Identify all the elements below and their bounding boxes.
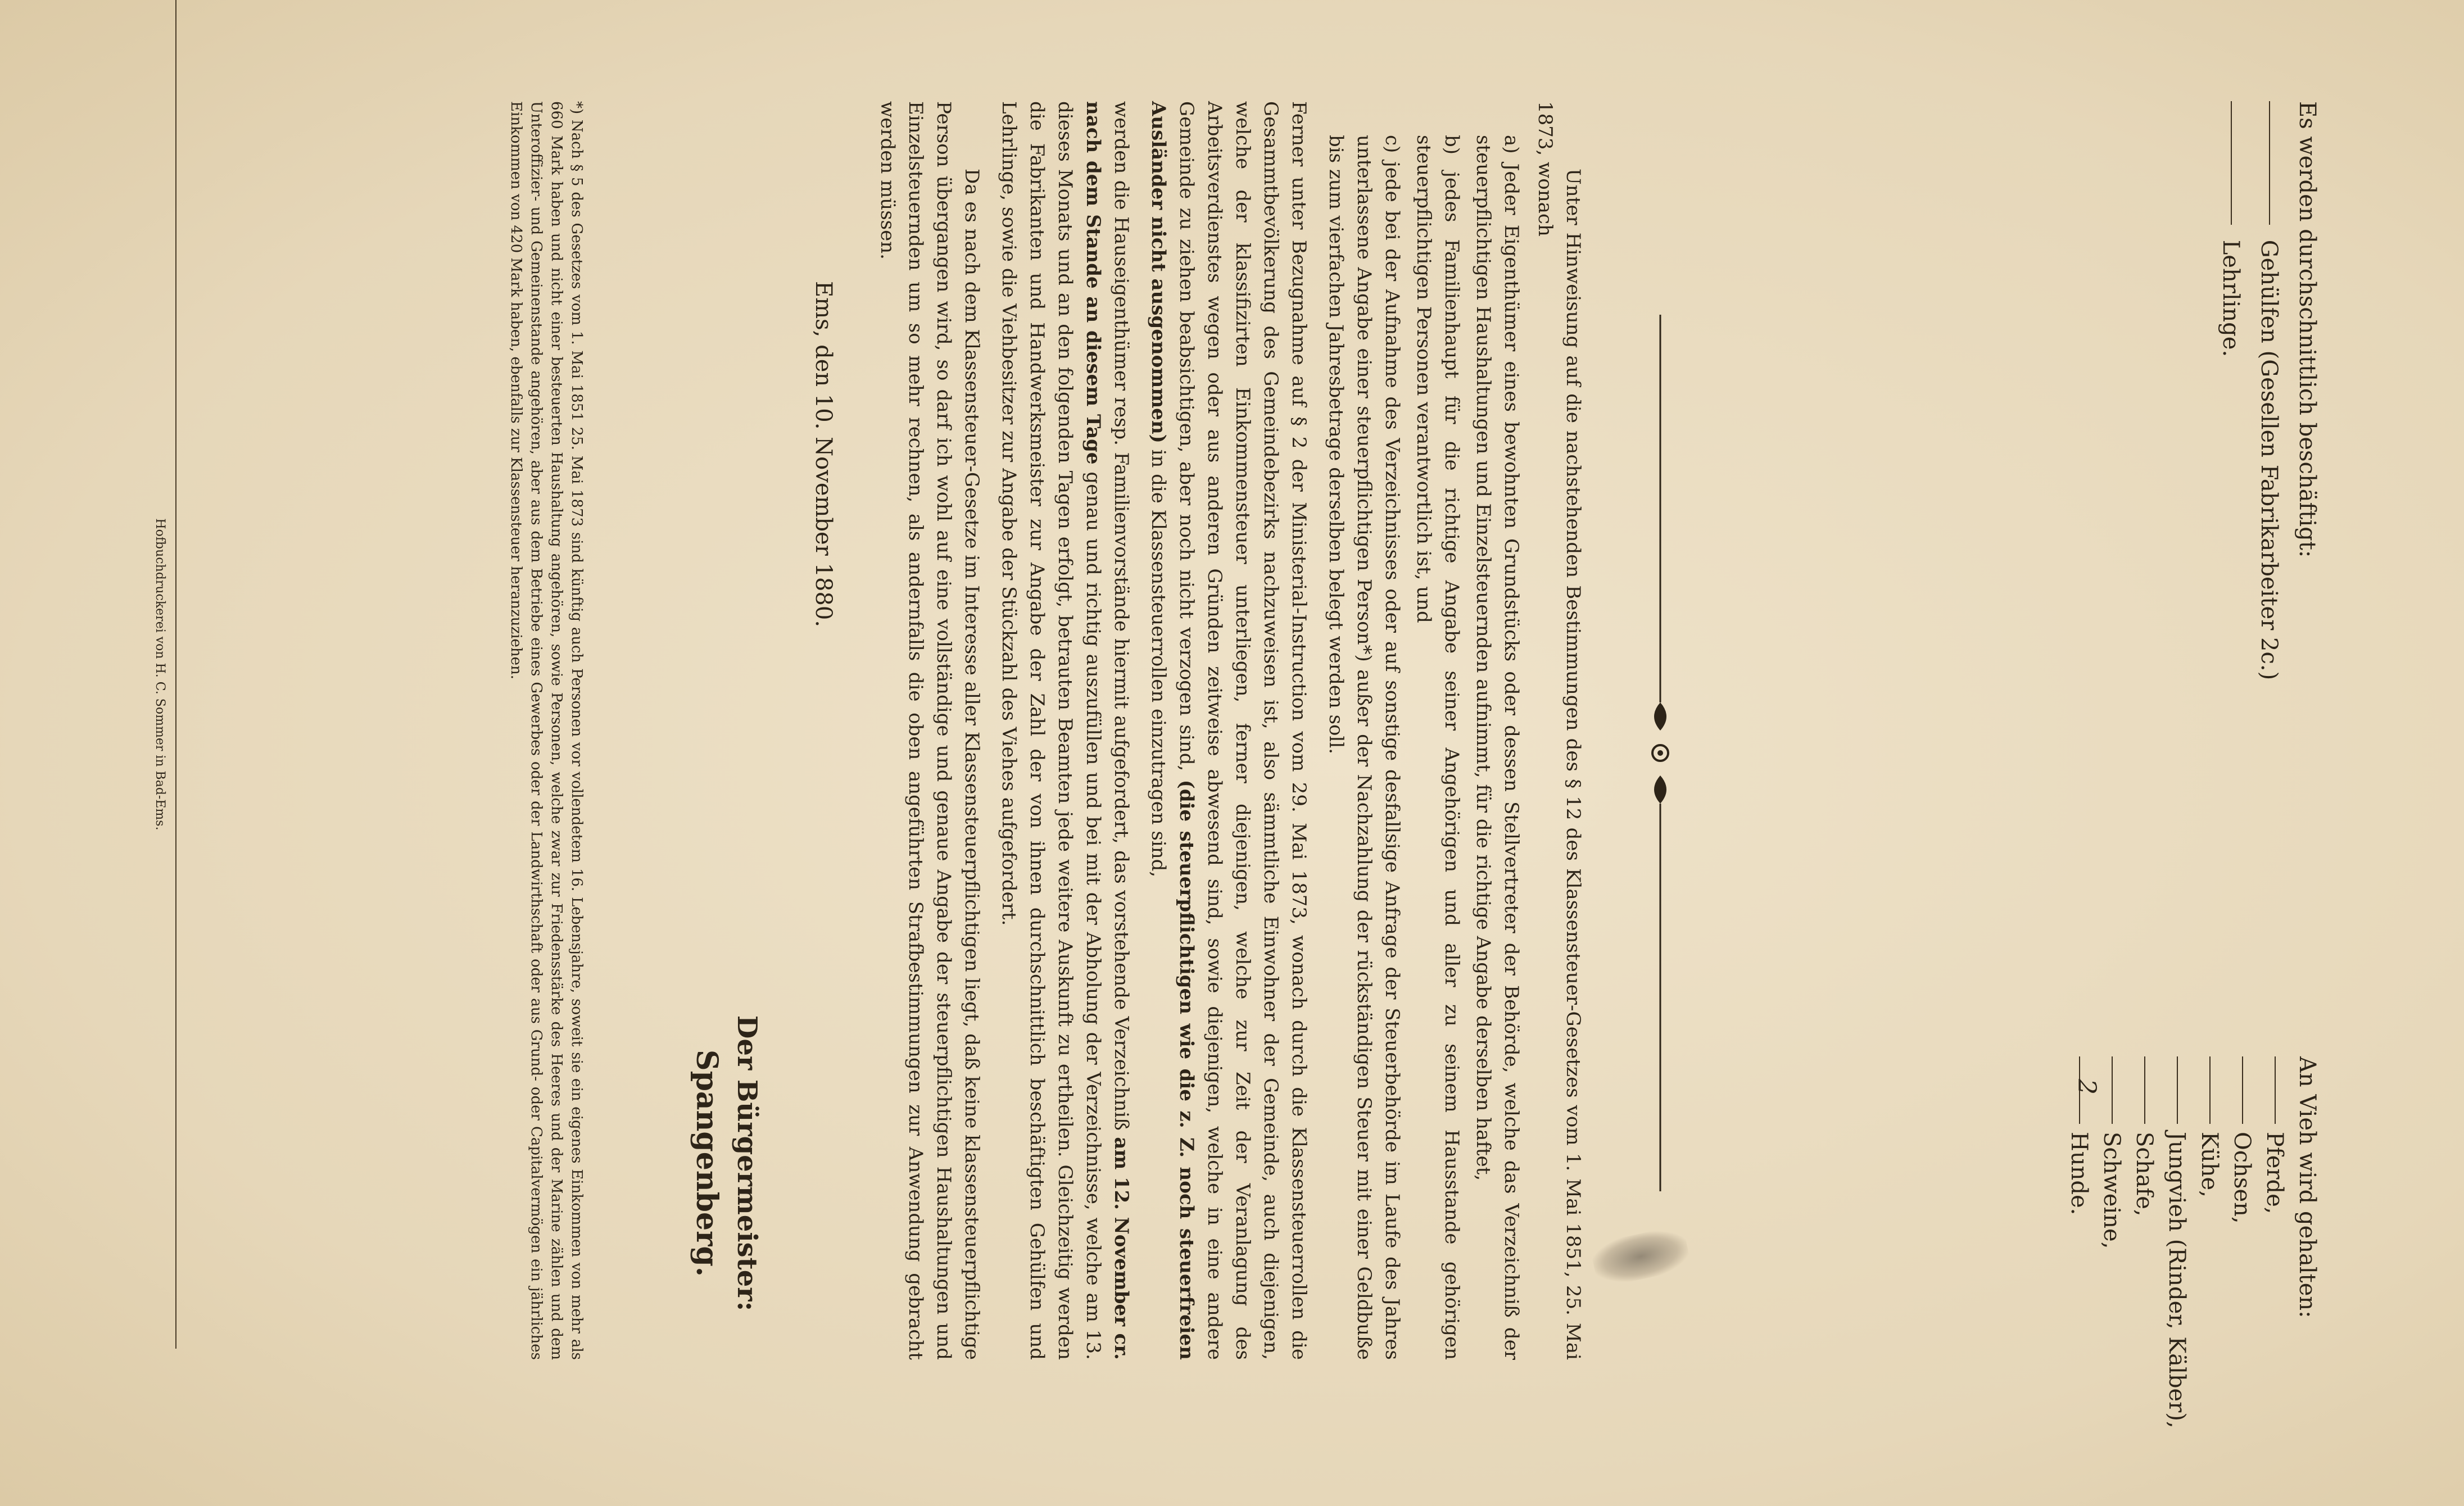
ornament-divider (1643, 315, 1677, 1191)
signature-block (686, 967, 767, 1360)
paragraph-request-text: werden die Hauseigenthümer resp. Familienvorstände hiermit aufgefordert, das vorstehende Verzeichniß (1110, 101, 1133, 1131)
livestock-label: Schafe, (2131, 1132, 2157, 1217)
livestock-row (2063, 1056, 2101, 1484)
footnote: *) Nach § 5 des Gesetzes vom 1. Mai 1851 25. Mai 1873 sind künftig auch Personen vor vollendetem 16. Lebensjahre, soweit sie ein eigenes Einkommen von mehr als 660 Mark haben und nicht einer besteuerten Haushaltung angehören, sowie Personen, welche zwar zur Friedensstärke des Heeres und der Marine zählen und dem Unteroffizier- und Gemeinenstande angehören, aber aus dem Betriebe eines Gewerbes oder der Landwirthschaft oder aus Grund- oder Capitalvermögen ein jährliches Einkommen von 420 Mark haben, ebenfalls zur Klassensteuer heranzuziehen. (508, 101, 585, 1360)
printer-rule (175, 0, 176, 1349)
workers-blank (2269, 101, 2270, 225)
printer-imprint: Hofbuchdruckerei von H. C. Sommer in Bad-Ems. (153, 518, 167, 831)
workers-row (2214, 101, 2247, 832)
livestock-blank (2112, 1056, 2113, 1124)
livestock-intro: An Vieh wird gehalten: (2294, 1056, 2320, 1318)
workers-blank (2231, 101, 2232, 225)
paragraph-instruction-text: Ferner unter Bezugnahme auf § 2 der Ministerial-Instruction vom 29. Mai 1873, wonach durch die Klassensteuerrollen die Gesammtbevölkerung des Gemeindebezirks nachzuweisen ist, also sämmtliche Einwohner der Gemeinde, auch diejenigen, welche der klassifizirten Einkommensteuer unterliegen, ferner diejenigen, welche zur Zeit der Veranlagung des Arbeitsverdienstes wegen oder aus anderen Gründen zeitweise abwesend sind, sowie diejenigen, welche in eine andere Gemeinde zu ziehen beabsichtigen, aber noch nicht verzogen sind, (1175, 101, 1310, 1360)
livestock-row (2226, 1056, 2258, 1484)
paragraph-instruction (1144, 101, 1313, 1360)
paragraph-request-date: am 12. November cr. (1110, 1137, 1133, 1360)
livestock-label: Hunde. (2066, 1132, 2092, 1215)
signature-title: Der Bürgermeister: (731, 1015, 763, 1312)
livestock-label: Jungvieh (Rinder, Kälber), (2164, 1132, 2190, 1428)
livestock-row (2095, 1056, 2128, 1484)
paragraph-closing: Da es nach dem Klassensteuer-Gesetze im Interesse aller Klassensteuerpflichtigen liegt, daß keine klassensteuerpflichtige Person übergangen wird, so darf ich wohl auf eine vollständige und genaue Angabe der steuerpflichtigen Haushaltungen und Einzelsteuernden um so mehr rechnen, als andernfalls die oben angeführten Strafbestimmungen zur Anwendung gebracht werden müssen. (876, 101, 983, 1360)
livestock-blank (2072, 1056, 2101, 1124)
ink-stain (1589, 1224, 1692, 1289)
paragraph-instruction-tail: in die Klassensteuerrollen einzutragen sind, (1147, 449, 1170, 878)
list-item-b: b) jedes Familienhaupt für die richtige Angabe seiner Angehörigen und aller zu seinem Hausstande gehörigen steuerpflichtigen Personen verantwortlich ist, und (1412, 135, 1463, 1360)
list-item-c: c) jede bei der Aufnahme des Verzeichnisses oder auf sonstige desfallsige Anfrage der Steuerbehörde im Laufe des Jahres unterlassene Angabe einer steuerpflichtigen Person*) außer der Nachzahlung der rückständigen Steuer mit einer Geldbuße bis zum vierfachen Jahresbetrage derselben belegt werden soll. (1325, 135, 1403, 1360)
livestock-blank (2177, 1056, 2178, 1124)
livestock-section (2063, 1056, 2323, 1484)
livestock-row (2193, 1056, 2226, 1484)
livestock-label: Pferde, (2262, 1132, 2288, 1214)
livestock-blank (2275, 1056, 2276, 1124)
livestock-blank (2242, 1056, 2243, 1124)
livestock-label: Ochsen, (2229, 1132, 2255, 1224)
handwritten-count: 2 (2072, 1079, 2101, 1095)
livestock-label: Kühe, (2196, 1132, 2222, 1197)
livestock-row (2160, 1056, 2193, 1484)
signature-name: Spangenberg. (690, 1050, 724, 1277)
workers-label: Gehülfen (Gesellen Fabrikarbeiter 2c.) (2256, 239, 2282, 681)
workers-row (2253, 101, 2285, 832)
list-item-a: a) Jeder Eigenthümer eines bewohnten Grundstücks oder dessen Stellvertreter der Behörde, welche das Verzeichniß der steuerpflichtigen Haushaltungen und Einzelsteuernden aufnimmt, für die richtige Angabe derselben haftet, (1472, 135, 1523, 1360)
paragraph-request-state: nach dem Stande an diesem Tage (1082, 101, 1104, 465)
workers-intro: Es werden durchschnittlich beschäftigt: (2294, 101, 2320, 558)
paragraph-instruction-emphasis: (die steuerpflichtigen wie die z. Z. noch steuerfreien Ausländer nicht ausgenommen) (1147, 101, 1198, 1360)
paragraph-request (995, 101, 1135, 1360)
livestock-row (2128, 1056, 2160, 1484)
workers-label: Lehrlinge. (2218, 239, 2244, 357)
livestock-blank (2144, 1056, 2145, 1124)
workers-section (2214, 101, 2323, 832)
livestock-row (2258, 1056, 2291, 1484)
livestock-label: Schweine, (2099, 1132, 2125, 1249)
place-date: Ems, den 10. November 1880. (810, 281, 836, 628)
paragraph-request-tail: genau und richtig auszufüllen und bei mit der Abholung der Verzeichnisse, welche am 13. dieses Monats und an den folgenden Tagen erfolgt, betrauten Beamten jede weitere Auskunft zu ertheilen. Gleichzeitig werden die Fabrikanten und Handwerksmeister zur Angabe der Zahl der von ihnen durchschnittlich beschäftigten Gehülfen und Lehrlinge, sowie die Viehbesitzer zur Angabe der Stückzahl des Viehes aufgefordert. (998, 101, 1104, 1360)
paragraph-reference: Unter Hinweisung auf die nachstehenden Bestimmungen des § 12 des Klassensteuer-Gesetzes vom 1. Mai 1851, 25. Mai 1873, wonach (1534, 101, 1584, 1360)
body-text (873, 101, 1587, 1360)
livestock-blank (2209, 1056, 2211, 1124)
